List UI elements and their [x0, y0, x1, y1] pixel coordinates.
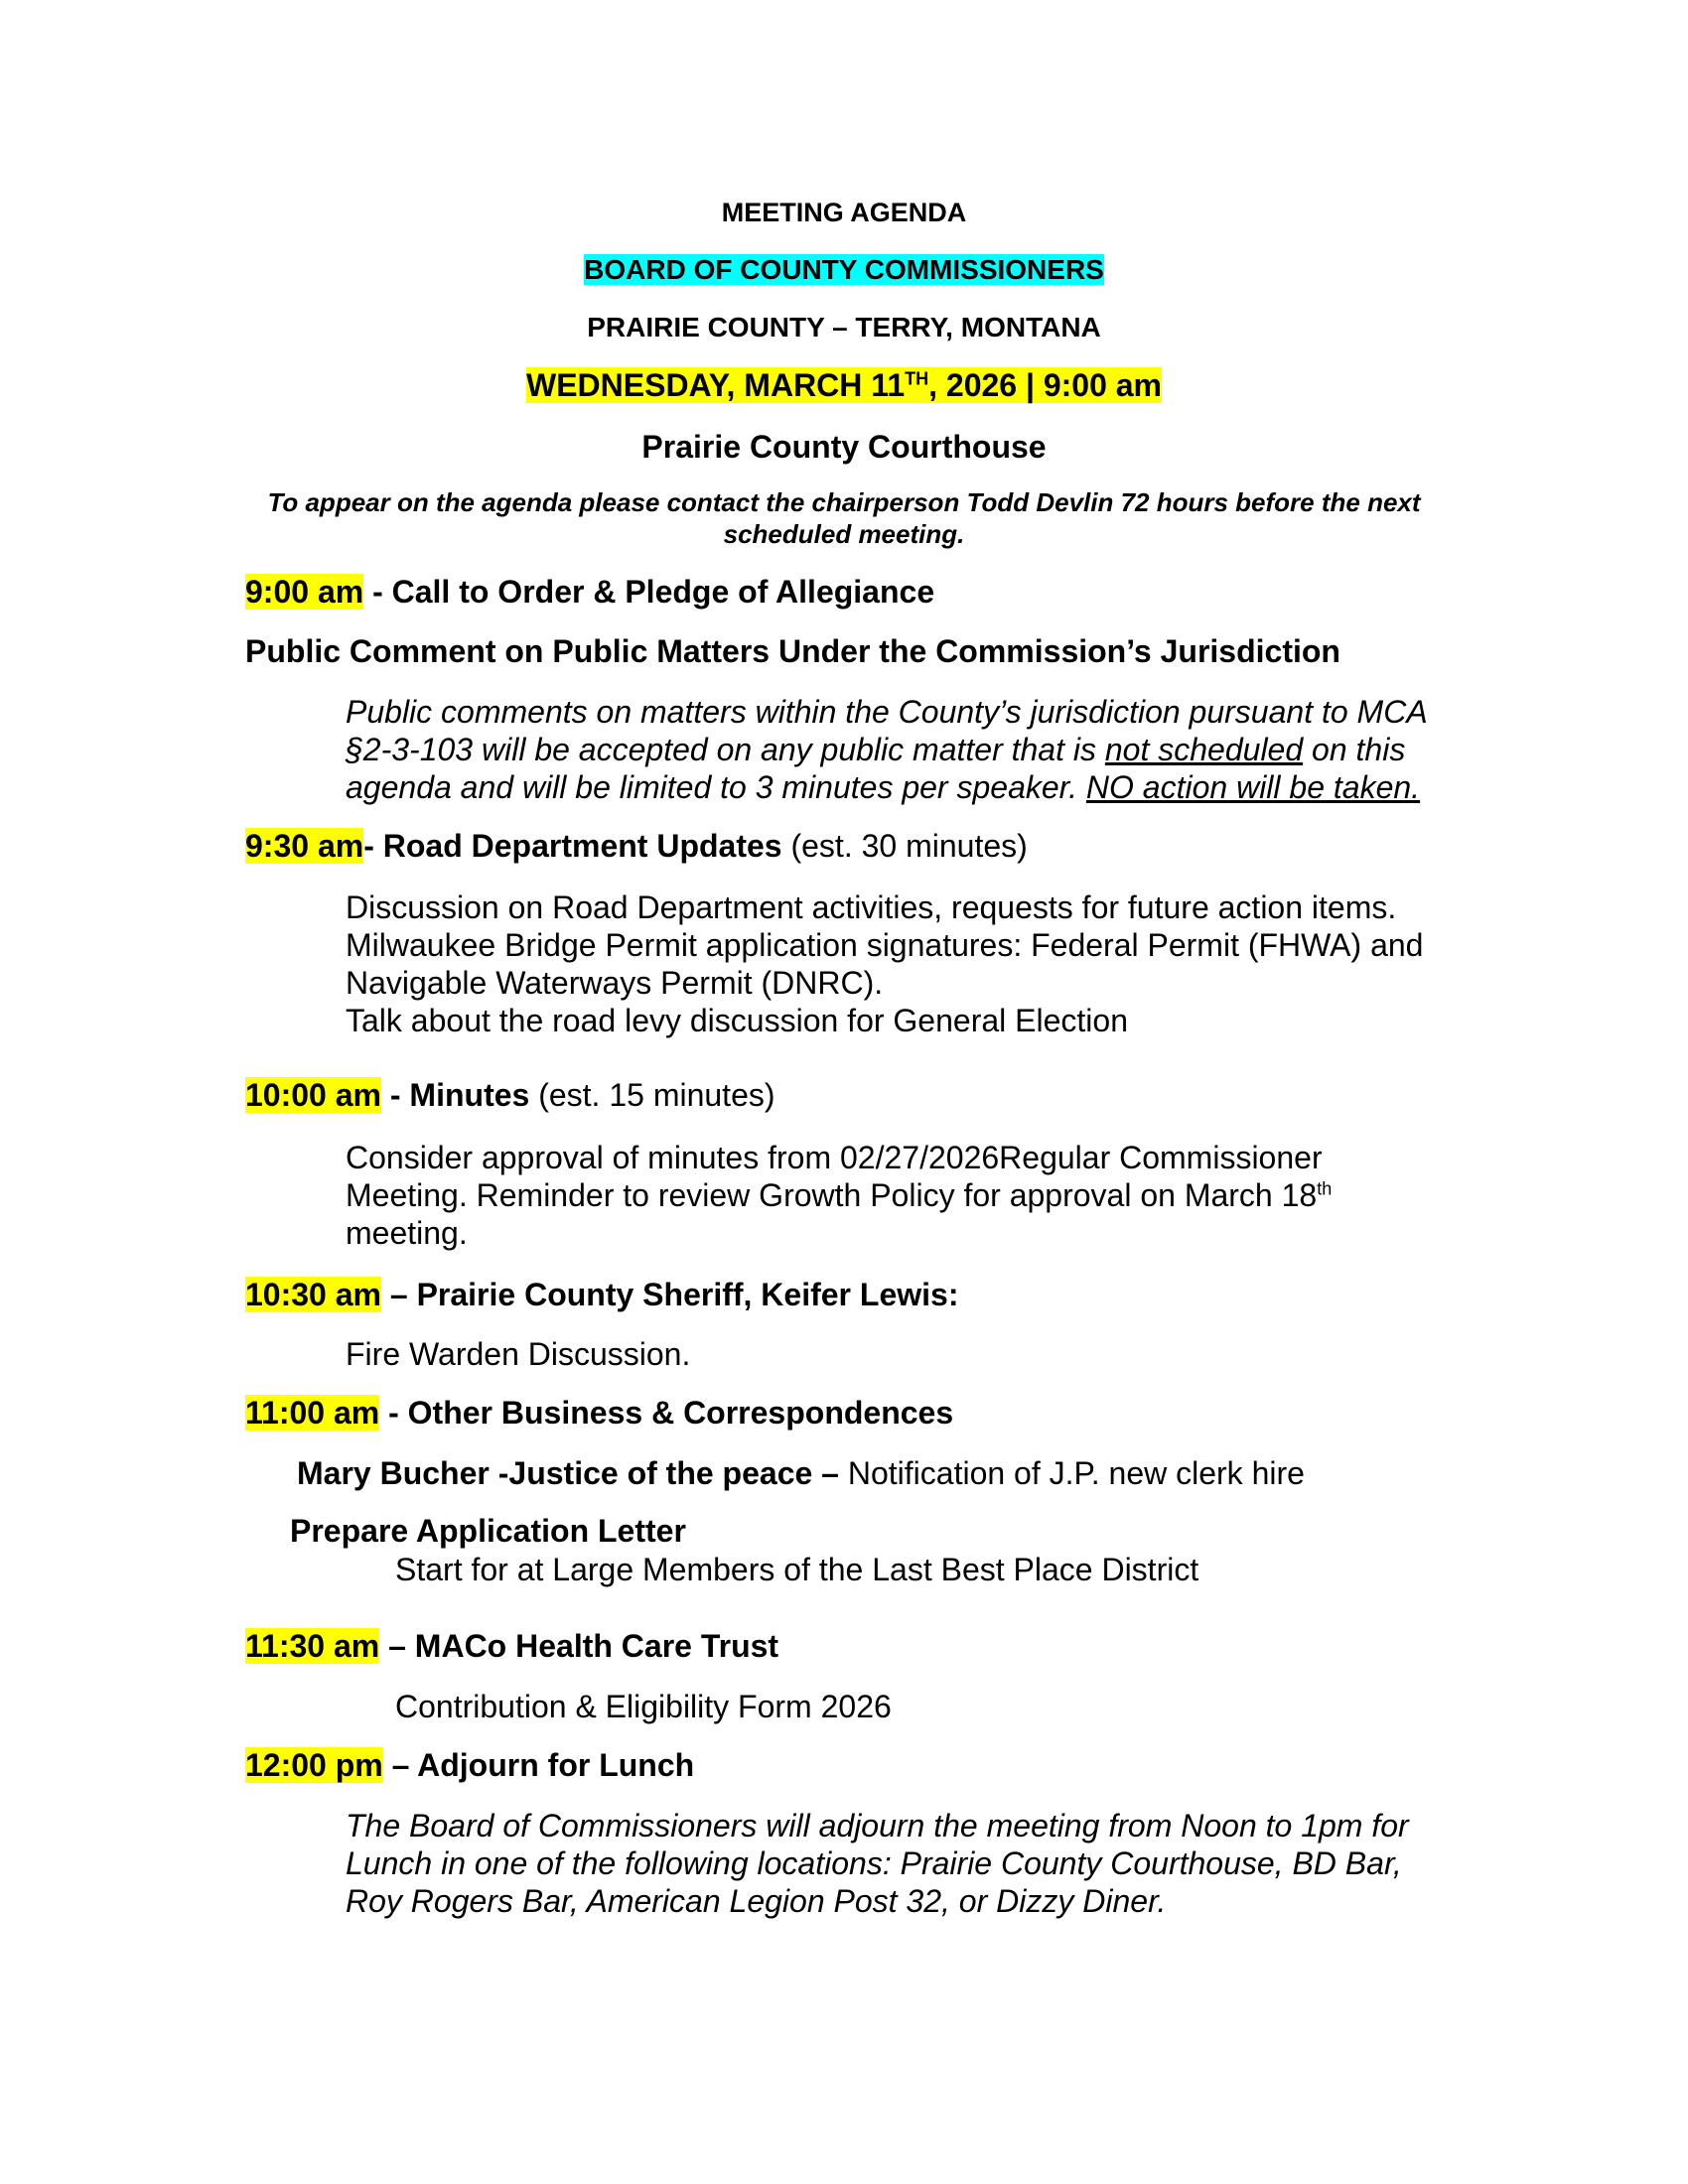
road-department-text: Discussion on Road Department activities, requests for future action items. Milwaukee Bridge Permit application signatures: Federal Permit (FHWA) and Navigable Waterways Permit (DNRC). Talk about the road levy discussion for General Election	[346, 889, 1424, 1038]
item-minutes: 10:00 am - Minutes (est. 15 minutes)	[245, 1077, 775, 1113]
application-letter-heading: Prepare Application Letter	[290, 1513, 686, 1549]
item-maco: 11:30 am – MACo Health Care Trust	[245, 1628, 779, 1664]
item-lunch: 12:00 pm – Adjourn for Lunch	[245, 1747, 695, 1783]
maco-text: Contribution & Eligibility Form 2026	[395, 1689, 892, 1724]
board-heading: BOARD OF COUNTY COMMISSIONERS	[584, 254, 1104, 285]
sheriff-text: Fire Warden Discussion.	[346, 1336, 691, 1372]
jp-notification: Mary Bucher -Justice of the peace – Notification of J.P. new clerk hire	[297, 1455, 1305, 1491]
application-letter-text: Start for at Large Members of the Last Best Place District	[395, 1552, 1199, 1587]
meeting-location: Prairie County Courthouse	[641, 429, 1047, 465]
lunch-text: The Board of Commissioners will adjourn the meeting from Noon to 1pm for Lunch in one of the following locations: Prairie County Courthouse, BD Bar, Roy Rogers Bar, American Legion Post 32, or Dizzy Diner.	[346, 1808, 1409, 1919]
item-road-department: 9:30 am- Road Department Updates (est. 30 minutes)	[245, 828, 1028, 864]
item-call-to-order: 9:00 am - Call to Order & Pledge of Allegiance	[245, 574, 935, 610]
minutes-text: Consider approval of minutes from 02/27/2026Regular Commissioner Meeting. Reminder to review Growth Policy for approval on March 18th meeting.	[346, 1140, 1333, 1251]
item-other-business: 11:00 am - Other Business & Correspondences	[245, 1395, 954, 1431]
public-comment-text: Public comments on matters within the County’s jurisdiction pursuant to MCA §2-3-103 will be accepted on any public matter that is not scheduled on this agenda and will be limited to 3 minutes per speaker. NO action will be taken.	[346, 694, 1428, 805]
item-sheriff: 10:30 am – Prairie County Sheriff, Keifer Lewis:	[245, 1277, 959, 1312]
agenda-notice: To appear on the agenda please contact the chairperson Todd Devlin 72 hours before the next scheduled meeting.	[267, 487, 1421, 549]
public-comment-heading: Public Comment on Public Matters Under the Commission’s Jurisdiction	[245, 633, 1340, 669]
doc-type-heading: MEETING AGENDA	[721, 198, 967, 227]
meeting-date: WEDNESDAY, MARCH 11TH, 2026 | 9:00 am	[525, 367, 1162, 403]
county-heading: PRAIRIE COUNTY – TERRY, MONTANA	[587, 312, 1101, 342]
